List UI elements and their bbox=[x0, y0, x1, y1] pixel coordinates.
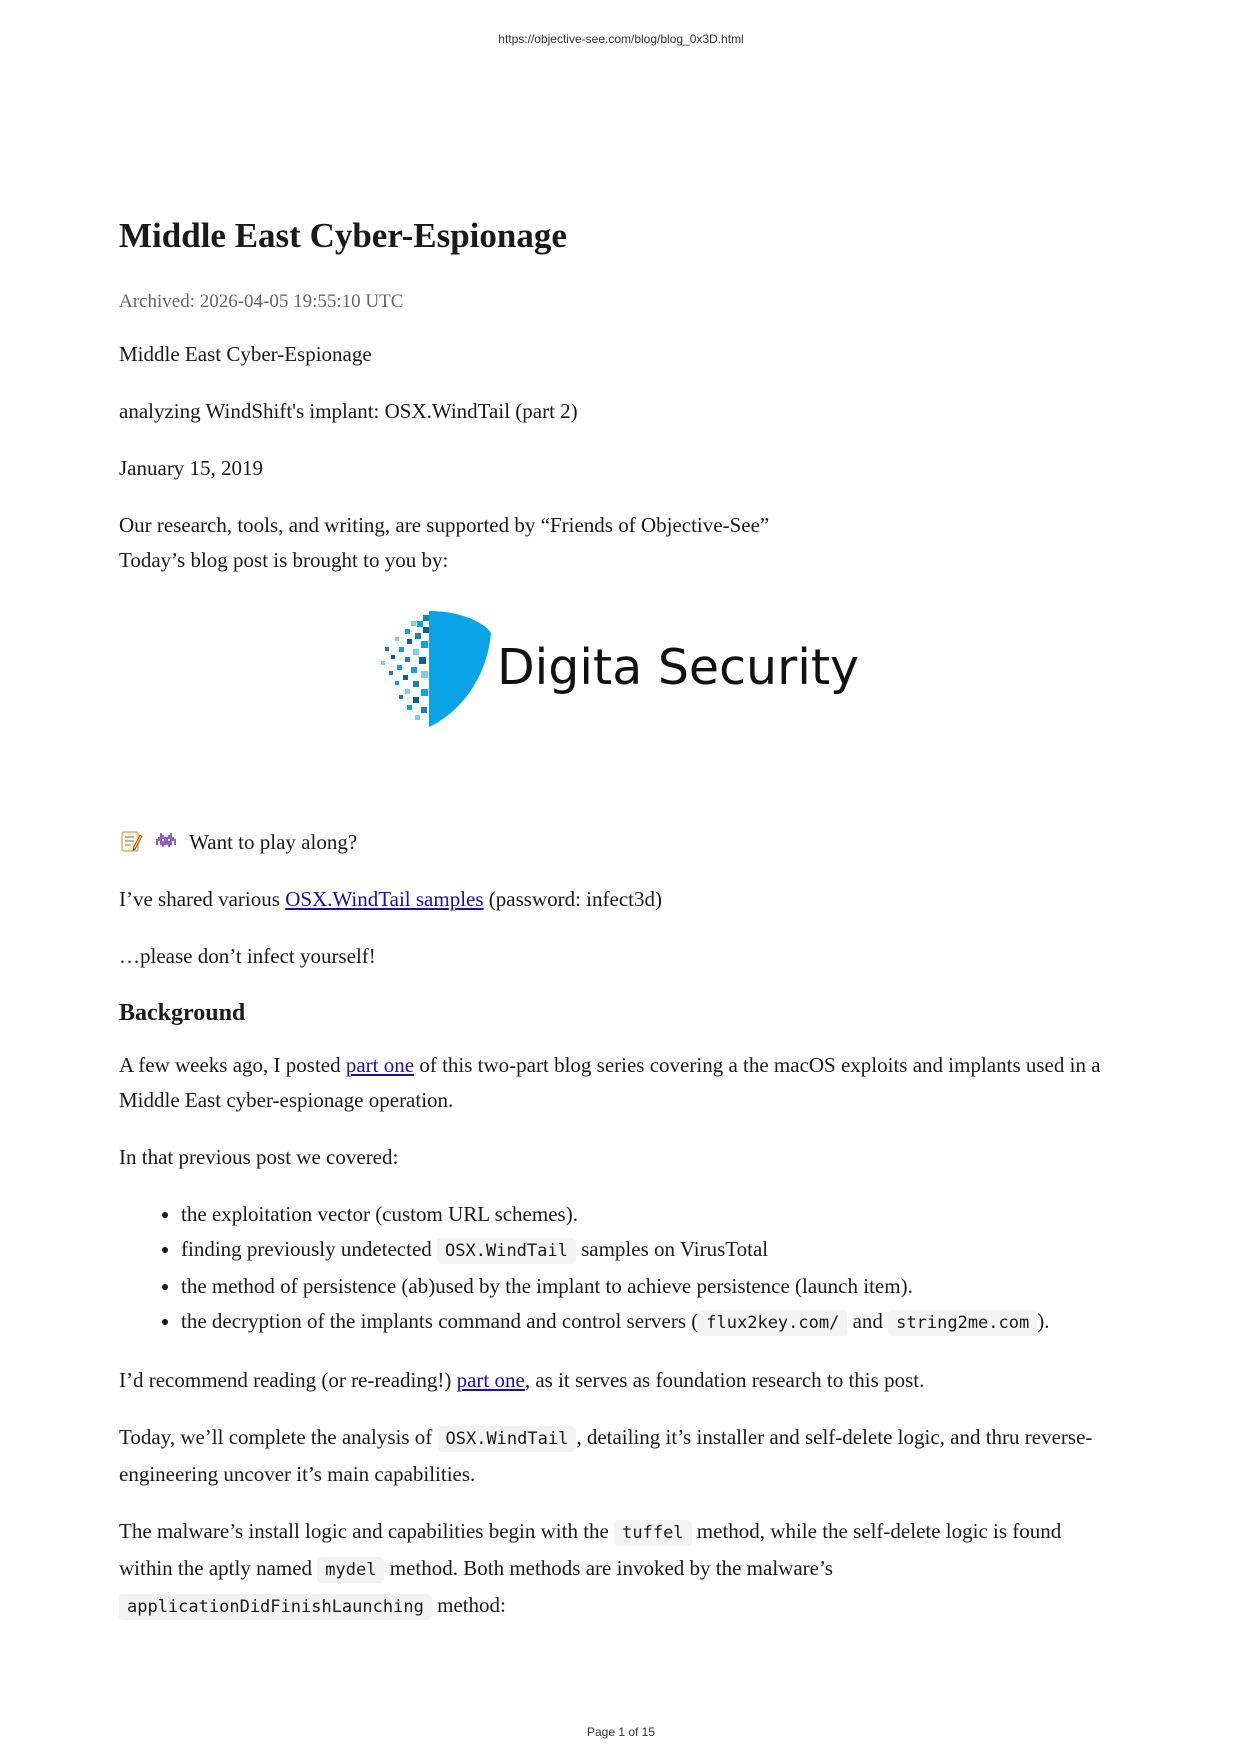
inline-code: OSX.WindTail bbox=[438, 1426, 577, 1452]
post-date: January 15, 2019 bbox=[119, 456, 264, 480]
article bbox=[119, 212, 1119, 1647]
inline-code: string2me.com bbox=[888, 1310, 1037, 1336]
digita-shield-icon bbox=[379, 609, 491, 727]
shared-text-after: (password: infect3d) bbox=[483, 887, 662, 911]
para5-text: method, while the self-delete logic is found within the aptly named bbox=[119, 1519, 1062, 1580]
list-item bbox=[181, 1232, 1119, 1269]
play-along-text: Want to play along? bbox=[189, 830, 358, 854]
page-title: Middle East Cyber-Espionage bbox=[119, 216, 567, 255]
infection-warning: …please don’t infect yourself! bbox=[119, 944, 376, 968]
list-item: • the exploitation vector (custom URL schemes). bbox=[181, 1197, 1119, 1232]
post-subtitle: Middle East Cyber-Espionage bbox=[119, 342, 372, 366]
para4-text-after: , detailing it’s installer and self-delete logic, and thru reverse-engineering uncover it’s main capabilities. bbox=[119, 1425, 1093, 1486]
page-number: Page 1 of 15 bbox=[586, 1725, 656, 1739]
inline-code: tuffel bbox=[614, 1520, 691, 1546]
sponsor-logo[interactable] bbox=[119, 600, 1119, 735]
para5-text: method: bbox=[431, 1593, 506, 1617]
archived-timestamp: Archived: 2026-04-05 19:55:10 UTC bbox=[119, 291, 404, 312]
inline-code: flux2key.com/ bbox=[698, 1310, 847, 1336]
para1-text-after: of this two-part blog series covering a the macOS exploits and implants used in a Middle East cyber-espionage operation. bbox=[119, 1053, 1101, 1112]
part-one-link-2[interactable]: part one bbox=[456, 1368, 525, 1392]
paragraph-install-logic bbox=[119, 1514, 1119, 1625]
play-along bbox=[119, 825, 1119, 860]
paragraph-recommend bbox=[119, 1363, 1119, 1398]
list-item bbox=[181, 1304, 1119, 1341]
brought-line: Today’s blog post is brought to you by: bbox=[119, 548, 449, 572]
samples-link[interactable]: OSX.WindTail samples bbox=[285, 887, 484, 911]
shared-text-before: I’ve shared various bbox=[119, 887, 286, 911]
bullet-text: the decryption of the implants command and control servers ( bbox=[181, 1309, 699, 1333]
paragraph-previous-post: In that previous post we covered: bbox=[119, 1145, 399, 1169]
print-url: https://objective-see.com/blog/blog_0x3D.html bbox=[498, 32, 744, 46]
para3-text-before: I’d recommend reading (or re-reading!) bbox=[119, 1368, 457, 1392]
memo-icon bbox=[119, 829, 143, 853]
para3-text-after: , as it serves as foundation research to this post. bbox=[524, 1368, 925, 1392]
support-line: Our research, tools, and writing, are supported by “Friends of Objective-See” bbox=[119, 513, 770, 537]
bullet-text: samples on VirusTotal bbox=[575, 1237, 769, 1261]
covered-list bbox=[119, 1197, 1119, 1341]
alien-monster-icon bbox=[154, 829, 178, 853]
inline-code: OSX.WindTail bbox=[437, 1238, 576, 1264]
para1-text-before: A few weeks ago, I posted bbox=[119, 1053, 346, 1077]
inline-code: applicationDidFinishLaunching bbox=[119, 1594, 432, 1620]
para5-text: method. Both methods are invoked by the malware’s bbox=[384, 1556, 833, 1580]
bullet-text: ). bbox=[1037, 1309, 1050, 1333]
background-heading: Background bbox=[119, 1000, 246, 1026]
bullet-text: finding previously undetected bbox=[181, 1237, 438, 1261]
sponsor-name: Digita Security bbox=[496, 639, 860, 696]
part-one-link[interactable]: part one bbox=[345, 1053, 415, 1077]
paragraph-today bbox=[119, 1420, 1119, 1492]
paragraph-part-one bbox=[119, 1048, 1119, 1118]
para4-text-before: Today, we’ll complete the analysis of bbox=[119, 1425, 438, 1449]
shared-samples bbox=[119, 882, 1119, 917]
para5-text: The malware’s install logic and capabilities begin with the bbox=[119, 1519, 615, 1543]
post-tagline: analyzing WindShift's implant: OSX.WindTail (part 2) bbox=[119, 399, 578, 423]
bullet-text: and bbox=[847, 1309, 889, 1333]
inline-code: mydel bbox=[317, 1557, 384, 1583]
list-item: • the method of persistence (ab)used by the implant to achieve persistence (launch item). bbox=[181, 1269, 1119, 1304]
